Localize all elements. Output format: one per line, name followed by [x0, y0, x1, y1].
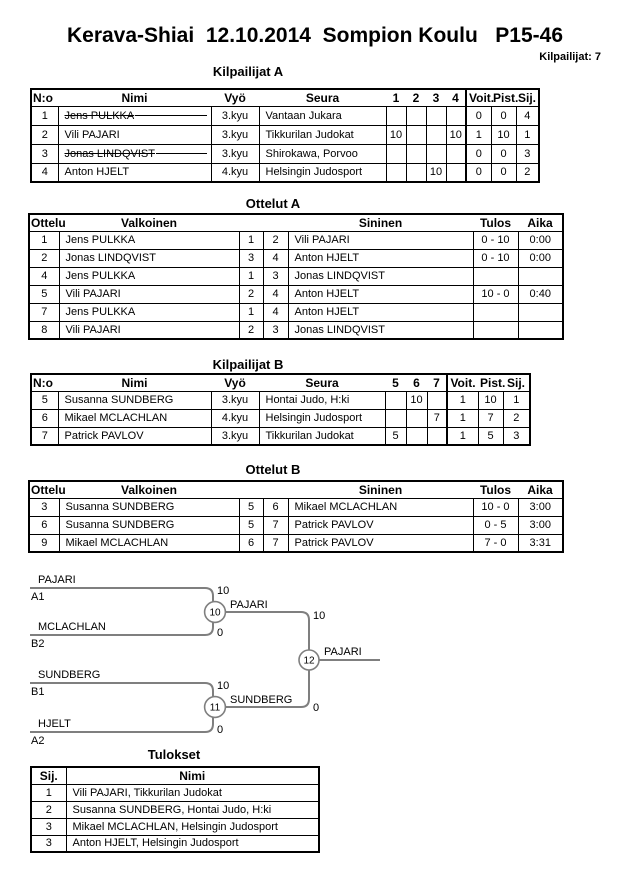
result-placement: 3 — [31, 818, 66, 835]
match-time — [518, 303, 563, 321]
match-row — [29, 534, 563, 552]
competitor-no: 6 — [31, 409, 58, 427]
result-row — [31, 801, 319, 818]
bracket-semi2-bottom-name: HJELT — [38, 718, 71, 730]
blue-competitor: Patrick PAVLOV — [288, 516, 473, 534]
bracket-semi1-bottom-seed: B2 — [31, 638, 45, 650]
match-score: 10 — [406, 391, 427, 409]
match-score: 10 — [386, 125, 406, 144]
bracket-line-a1 — [30, 588, 213, 602]
placement: 3 — [516, 144, 539, 163]
competitor-belt: 3.kyu — [211, 106, 259, 125]
blue-number: 4 — [263, 249, 288, 267]
match-result: 10 - 0 — [473, 285, 518, 303]
bracket-semi1-top-score: 10 — [217, 585, 230, 597]
section-title-tulokset: Tulokset — [147, 747, 201, 762]
match-row — [29, 498, 563, 516]
match-score — [446, 106, 466, 125]
col-header-match-6: 6 — [406, 374, 427, 391]
col-header-ottelu: Ottelu — [31, 482, 66, 497]
col-header-seura: Seura — [259, 374, 385, 391]
competitor-name-cell — [58, 144, 211, 163]
points: 10 — [478, 391, 503, 409]
wins: 1 — [447, 427, 478, 445]
match-time: 0:00 — [518, 231, 563, 249]
match-score — [446, 163, 466, 182]
section-title-kilpailijat-a: Kilpailijat A — [212, 64, 284, 79]
match-no: 2 — [29, 249, 59, 267]
wins: 0 — [466, 163, 491, 182]
points: 5 — [478, 427, 503, 445]
competitor-no: 1 — [31, 106, 58, 125]
match-time — [518, 321, 563, 339]
match-time: 3:31 — [518, 534, 563, 552]
match-no: 8 — [29, 321, 59, 339]
placement: 2 — [503, 409, 530, 427]
match-result: 0 - 10 — [473, 249, 518, 267]
col-header-blue-no — [263, 481, 288, 498]
blue-competitor: Anton HJELT — [288, 249, 473, 267]
competitor-name: Anton HJELT — [64, 166, 130, 179]
match-score — [385, 391, 406, 409]
match-score — [426, 106, 446, 125]
match-row — [29, 303, 563, 321]
match-score — [427, 391, 447, 409]
white-competitor: Jens PULKKA — [59, 231, 239, 249]
placement: 1 — [516, 125, 539, 144]
match-result — [473, 267, 518, 285]
ottelut-b-table — [28, 480, 564, 553]
match-score — [446, 144, 466, 163]
white-number: 5 — [239, 498, 263, 516]
bracket-semi2-top-seed: B1 — [31, 686, 45, 698]
col-header-pist: Pist. — [480, 375, 506, 390]
match-score: 7 — [427, 409, 447, 427]
white-number: 1 — [239, 303, 263, 321]
match-no: 6 — [29, 516, 59, 534]
result-placement: 2 — [31, 801, 66, 818]
col-header-sininen: Sininen — [288, 481, 473, 498]
match-no: 7 — [29, 303, 59, 321]
bracket-line-semi1-winner — [225, 612, 309, 650]
col-header-pist: Pist. — [493, 90, 519, 105]
match-score — [386, 144, 406, 163]
competitor-club: Vantaan Jukara — [259, 106, 386, 125]
competitor-belt: 3.kyu — [211, 144, 259, 163]
blue-competitor: Vili PAJARI — [288, 231, 473, 249]
competitor-row — [31, 163, 539, 182]
match-result — [473, 303, 518, 321]
match-row — [29, 231, 563, 249]
col-header-valkoinen: Valkoinen — [59, 214, 239, 231]
competitor-name-cell — [58, 391, 211, 409]
bracket-semi1-top-seed: A1 — [31, 591, 45, 603]
white-competitor: Jonas LINDQVIST — [59, 249, 239, 267]
match-score — [426, 125, 446, 144]
points: 0 — [491, 163, 516, 182]
bracket-semi1-top-name: PAJARI — [38, 574, 76, 586]
col-header-vyo: Vyö — [211, 374, 259, 391]
competitor-row — [31, 427, 530, 445]
match-no: 4 — [29, 267, 59, 285]
match-score — [385, 409, 406, 427]
col-header-tulos: Tulos — [473, 481, 518, 498]
white-competitor: Vili PAJARI — [59, 321, 239, 339]
match-result: 0 - 5 — [473, 516, 518, 534]
white-competitor: Susanna SUNDBERG — [59, 516, 239, 534]
result-placement: 3 — [31, 835, 66, 852]
col-header-nimi: Nimi — [58, 89, 211, 106]
competitor-no: 4 — [31, 163, 58, 182]
match-score — [406, 427, 427, 445]
col-header-match-5: 5 — [385, 374, 406, 391]
competitor-belt: 4.kyu — [211, 163, 259, 182]
match-score: 10 — [426, 163, 446, 182]
col-header-blue-no — [263, 214, 288, 231]
kilpailijat-b-table — [30, 373, 531, 446]
competitor-no: 7 — [31, 427, 58, 445]
competitor-name: Jens PULKKA — [64, 109, 135, 122]
page-title: Kerava-Shiai 12.10.2014 Sompion Koulu P15-46 — [66, 24, 564, 47]
blue-competitor: Patrick PAVLOV — [288, 534, 473, 552]
ottelut-b-header-row — [29, 481, 563, 498]
medal-bracket — [0, 565, 630, 750]
white-number: 2 — [239, 321, 263, 339]
bracket-semi1-match-no: 10 — [209, 607, 221, 619]
match-time: 3:00 — [518, 498, 563, 516]
match-score: 5 — [385, 427, 406, 445]
match-row — [29, 267, 563, 285]
blue-number: 7 — [263, 534, 288, 552]
blue-number: 7 — [263, 516, 288, 534]
blue-competitor: Mikael MCLACHLAN — [288, 498, 473, 516]
competitor-club: Helsingin Judosport — [259, 409, 385, 427]
col-header-sij: Sij. — [503, 374, 530, 391]
match-score — [427, 427, 447, 445]
section-title-ottelut-a: Ottelut A — [245, 196, 301, 211]
placement: 1 — [503, 391, 530, 409]
placement: 4 — [516, 106, 539, 125]
competitor-belt: 3.kyu — [211, 391, 259, 409]
competitor-name: Vili PAJARI — [64, 128, 120, 141]
wins: 1 — [466, 125, 491, 144]
white-competitor: Vili PAJARI — [59, 285, 239, 303]
result-name: Mikael MCLACHLAN, Helsingin Judosport — [66, 818, 319, 835]
blue-number: 3 — [263, 321, 288, 339]
bracket-semi1-winner-name: PAJARI — [230, 599, 268, 611]
bracket-line-b1 — [30, 683, 213, 697]
white-competitor: Jens PULKKA — [59, 303, 239, 321]
col-header-match-4: 4 — [446, 89, 466, 106]
wins: 0 — [466, 144, 491, 163]
match-score — [406, 106, 426, 125]
bracket-semi2-top-name: SUNDBERG — [38, 669, 101, 681]
blue-number: 4 — [263, 285, 288, 303]
tulokset-header-row — [31, 767, 319, 784]
match-time: 0:00 — [518, 249, 563, 267]
col-header-aika: Aika — [518, 214, 563, 231]
col-header-sij: Sij. — [516, 89, 539, 106]
match-no: 5 — [29, 285, 59, 303]
col-header-voit: Voit. — [466, 89, 491, 106]
competitor-club: Shirokawa, Porvoo — [259, 144, 386, 163]
col-header-vyo: Vyö — [211, 89, 259, 106]
competitor-name-cell — [58, 163, 211, 182]
bracket-semi1-bottom-name: MCLACHLAN — [38, 621, 106, 633]
competitor-name: Mikael MCLACHLAN — [64, 412, 168, 424]
col-header-no: N:o — [31, 374, 58, 391]
match-score — [426, 144, 446, 163]
competitor-name-cell — [58, 427, 211, 445]
match-row — [29, 249, 563, 267]
match-score — [406, 163, 426, 182]
col-header-match-1: 1 — [386, 89, 406, 106]
competitor-name-cell — [58, 409, 211, 427]
strike-line — [135, 115, 206, 116]
result-placement: 1 — [31, 784, 66, 801]
bracket-semi2-match-no: 11 — [209, 702, 221, 714]
match-no: 9 — [29, 534, 59, 552]
wins: 0 — [466, 106, 491, 125]
blue-number: 4 — [263, 303, 288, 321]
blue-number: 6 — [263, 498, 288, 516]
white-number: 1 — [239, 231, 263, 249]
competitor-club: Tikkurilan Judokat — [259, 427, 385, 445]
col-header-sij: Sij. — [31, 767, 66, 784]
match-no: 3 — [29, 498, 59, 516]
competitor-name: Susanna SUNDBERG — [64, 394, 174, 406]
col-header-aika: Aika — [518, 481, 563, 498]
competitor-no: 2 — [31, 125, 58, 144]
competitor-row — [31, 106, 539, 125]
bracket-semi2-winner-score: 0 — [313, 702, 320, 714]
section-title-ottelut-b: Ottelut B — [245, 462, 301, 477]
result-name: Anton HJELT, Helsingin Judosport — [66, 835, 319, 852]
competitor-row — [31, 125, 539, 144]
bracket-semi1-winner-score: 10 — [313, 610, 326, 622]
section-title-kilpailijat-b: Kilpailijat B — [212, 357, 284, 372]
points: 0 — [491, 144, 516, 163]
col-header-match-3: 3 — [426, 89, 446, 106]
result-row — [31, 835, 319, 852]
white-competitor: Susanna SUNDBERG — [59, 498, 239, 516]
competitor-row — [31, 144, 539, 163]
col-header-ottelu: Ottelu — [31, 215, 66, 230]
ottelut-a-table — [28, 213, 564, 340]
competitor-name: Patrick PAVLOV — [64, 429, 144, 442]
competitor-row — [31, 391, 530, 409]
result-name: Vili PAJARI, Tikkurilan Judokat — [66, 784, 319, 801]
match-score — [406, 144, 426, 163]
white-competitor: Mikael MCLACHLAN — [59, 534, 239, 552]
col-header-valkoinen: Valkoinen — [59, 481, 239, 498]
match-time — [518, 267, 563, 285]
match-time: 3:00 — [518, 516, 563, 534]
kilpailijat-b-header-row — [31, 374, 530, 391]
match-result: 7 - 0 — [473, 534, 518, 552]
match-score — [386, 163, 406, 182]
col-header-match-2: 2 — [406, 89, 426, 106]
points: 7 — [478, 409, 503, 427]
placement: 2 — [516, 163, 539, 182]
white-number: 1 — [239, 267, 263, 285]
white-competitor: Jens PULKKA — [59, 267, 239, 285]
col-header-sininen: Sininen — [288, 214, 473, 231]
white-number: 6 — [239, 534, 263, 552]
wins: 1 — [447, 391, 478, 409]
white-number: 2 — [239, 285, 263, 303]
result-row — [31, 818, 319, 835]
match-result: 0 - 10 — [473, 231, 518, 249]
points: 10 — [491, 125, 516, 144]
white-number: 3 — [239, 249, 263, 267]
blue-number: 2 — [263, 231, 288, 249]
bracket-semi1-bottom-score: 0 — [217, 627, 224, 639]
result-name: Susanna SUNDBERG, Hontai Judo, H:ki — [66, 801, 319, 818]
ottelut-a-header-row — [29, 214, 563, 231]
tulokset-table — [30, 766, 320, 853]
placement: 3 — [503, 427, 530, 445]
bracket-semi2-winner-name: SUNDBERG — [230, 694, 293, 706]
col-header-match-7: 7 — [427, 374, 447, 391]
competitor-club: Tikkurilan Judokat — [259, 125, 386, 144]
competitor-club: Helsingin Judosport — [259, 163, 386, 182]
col-header-nimi: Nimi — [58, 374, 211, 391]
blue-competitor: Anton HJELT — [288, 285, 473, 303]
match-no: 1 — [29, 231, 59, 249]
blue-competitor: Anton HJELT — [288, 303, 473, 321]
white-number: 5 — [239, 516, 263, 534]
match-result: 10 - 0 — [473, 498, 518, 516]
bracket-semi2-bottom-score: 0 — [217, 724, 224, 736]
kilpailijat-a-table — [30, 88, 540, 183]
competitor-club: Hontai Judo, H:ki — [259, 391, 385, 409]
blue-competitor: Jonas LINDQVIST — [288, 321, 473, 339]
strike-line — [156, 153, 207, 154]
match-time: 0:40 — [518, 285, 563, 303]
match-row — [29, 285, 563, 303]
col-header-tulos: Tulos — [473, 214, 518, 231]
result-row — [31, 784, 319, 801]
match-score — [406, 409, 427, 427]
col-header-nimi: Nimi — [66, 767, 319, 784]
match-result — [473, 321, 518, 339]
competitor-belt: 3.kyu — [211, 427, 259, 445]
competitor-count-label: Kilpailijat: 7 — [539, 51, 601, 63]
bracket-semi2-top-score: 10 — [217, 680, 230, 692]
match-row — [29, 516, 563, 534]
blue-competitor: Jonas LINDQVIST — [288, 267, 473, 285]
match-row — [29, 321, 563, 339]
blue-number: 3 — [263, 267, 288, 285]
competitor-no: 5 — [31, 391, 58, 409]
wins: 1 — [447, 409, 478, 427]
competitor-name-cell — [58, 106, 211, 125]
competitor-belt: 4.kyu — [211, 409, 259, 427]
bracket-final-winner-name: PAJARI — [324, 646, 362, 658]
competitor-no: 3 — [31, 144, 58, 163]
competitor-belt: 3.kyu — [211, 125, 259, 144]
match-score: 10 — [446, 125, 466, 144]
match-score — [406, 125, 426, 144]
bracket-semi2-bottom-seed: A2 — [31, 735, 45, 747]
competitor-name: Jonas LINDQVIST — [64, 147, 155, 160]
col-header-no: N:o — [31, 89, 58, 106]
match-score — [386, 106, 406, 125]
points: 0 — [491, 106, 516, 125]
col-header-white-no — [239, 481, 263, 498]
col-header-white-no — [239, 214, 263, 231]
bracket-final-match-no: 12 — [303, 655, 315, 667]
competitor-row — [31, 409, 530, 427]
col-header-seura: Seura — [259, 89, 386, 106]
kilpailijat-a-header-row — [31, 89, 539, 106]
col-header-voit: Voit. — [447, 374, 478, 391]
competitor-name-cell — [58, 125, 211, 144]
